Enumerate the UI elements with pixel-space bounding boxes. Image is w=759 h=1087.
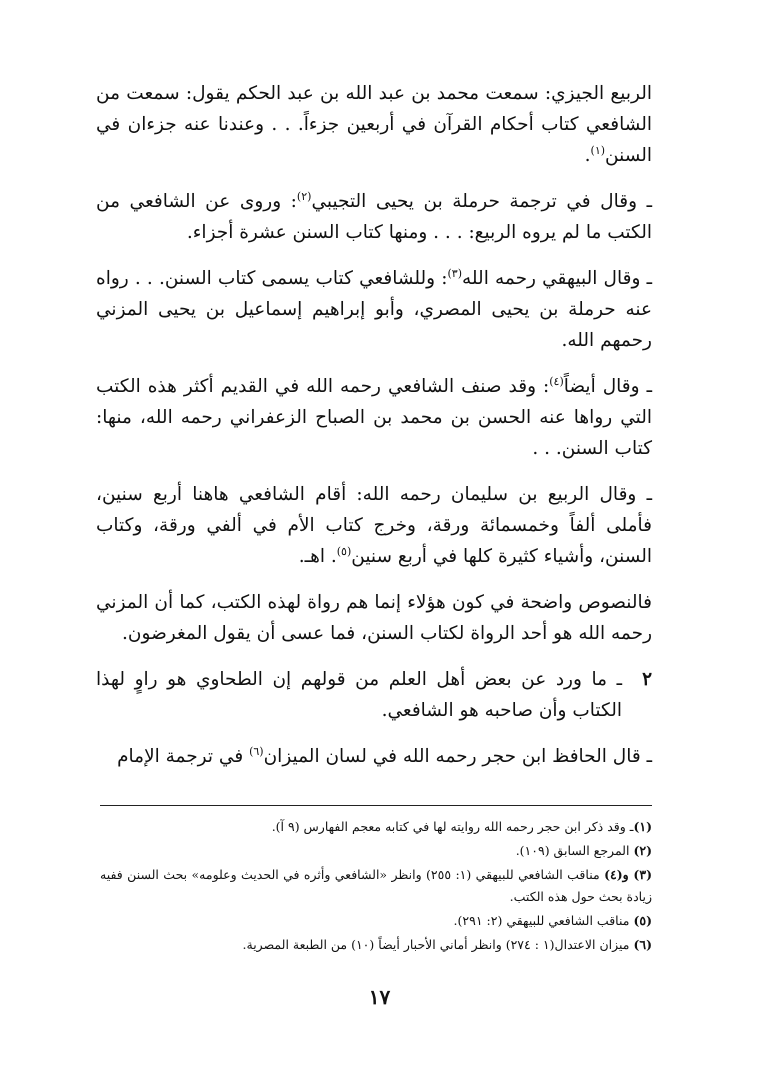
paragraph-5: [96, 479, 652, 572]
footnote-5: [100, 910, 652, 932]
footnote-mark: (٦): [633, 937, 652, 952]
paragraph-text: الربيع الجيزي: سمعت محمد بن عبد الله بن عبد الحكم يقول: سمعت من الشافعي كتاب أحكام القرآن في أربعين جزءاً. . . وعندنا عنه جزءان في السنن: [96, 83, 652, 166]
footnote-3-4: [100, 864, 652, 908]
footnote-ref[interactable]: (١): [590, 143, 606, 157]
paragraph-text-tail: .: [584, 145, 591, 166]
paragraph-text: ـ وقال في ترجمة حرملة بن يحيى التجيبي: [311, 191, 652, 212]
footnote-mark: (٣) و(٤): [604, 867, 652, 882]
paragraph-text-tail: : وروى عن الشافعي من الكتب ما لم يروه الربيع: . . . ومنها كتاب السنن عشرة أجزاء.: [96, 191, 652, 243]
footnote-divider: [100, 805, 652, 806]
item-number: ٢: [642, 669, 652, 690]
footnote-mark: (٢): [633, 843, 652, 858]
paragraph-text: ـ وقال البيهقي رحمه الله: [462, 268, 652, 289]
numbered-item: [96, 664, 652, 726]
footnote-ref[interactable]: (٤): [549, 374, 564, 388]
page-number: ١٧: [368, 985, 391, 1009]
item-text: ـ ما ورد عن بعض أهل العلم من قولهم إن الطحاوي هو راوٍ لهذا الكتاب وأن صاحبه هو الشافعي.: [96, 669, 622, 721]
paragraph-4: [96, 371, 652, 464]
footnote-ref[interactable]: (٢): [296, 189, 312, 203]
footnote-mark: (٥): [633, 913, 652, 928]
footnote-ref[interactable]: (٥): [336, 544, 352, 558]
footnote-text: ميزان الاعتدال(١ : ٢٧٤) وانظر أماني الأحبار أيضاً (١٠) من الطبعة المصرية.: [242, 937, 634, 952]
footnote-6: [100, 934, 652, 956]
footnotes: [100, 805, 652, 958]
footnote-2: [100, 840, 652, 862]
footnote-ref[interactable]: (٦): [249, 744, 264, 758]
footnote-text: ـ وقد ذكر ابن حجر رحمه الله روايته لها في كتابه معجم الفهارس (٩ آ).: [271, 819, 634, 834]
paragraph-text: فالنصوص واضحة في كون هؤلاء إنما هم رواة لهذه الكتب، كما أن المزني رحمه الله هو أحد الرواة لكتاب السنن، فما عسى أن يقول المغرضون.: [96, 592, 652, 644]
footnote-mark: (١): [633, 819, 652, 834]
footnote-text: المرجع السابق (١٠٩).: [515, 843, 634, 858]
paragraph-text-tail: في ترجمة الإمام: [117, 746, 250, 767]
paragraph-text: ـ وقال أيضاً: [563, 376, 652, 397]
footnote-1: [100, 816, 652, 838]
paragraph-1: [96, 78, 652, 171]
footnote-ref[interactable]: (٣): [447, 266, 463, 280]
main-text: [96, 78, 652, 787]
paragraph-2: [96, 186, 652, 248]
paragraph-text: ـ قال الحافظ ابن حجر رحمه الله في لسان الميزان: [263, 746, 652, 767]
footnote-text: مناقب الشافعي للبيهقي (١: ٢٥٥) وانظر «الشافعي وأثره في الحديث وعلومه» بحث السنن ففيه زيادة بحث حول هذه الكتب.: [100, 867, 652, 904]
paragraph-text-tail: : وللشافعي كتاب يسمى كتاب السنن. . . رواه عنه حرملة بن يحيى المصري، وأبو إبراهيم إسماعيل بن يحيى المزني رحمهم الله.: [96, 268, 652, 351]
paragraph-6: [96, 587, 652, 649]
footnote-text: مناقب الشافعي للبيهقي (٢: ٢٩١).: [453, 913, 634, 928]
paragraph-7: [96, 741, 652, 772]
paragraph-text-tail: . اهـ.: [298, 546, 337, 567]
paragraph-text: ـ وقال الربيع بن سليمان رحمه الله: أقام الشافعي هاهنا أربع سنين، فأملى ألفاً وخمسمائة ورقة، وخرج كتاب الأم في ألفي ورقة، وكتاب السنن، وأشياء كثيرة كلها في أربع سنين: [96, 484, 652, 567]
paragraph-text-tail: : وقد صنف الشافعي رحمه الله في القديم أكثر هذه الكتب التي رواها عنه الحسن بن محمد بن الصباح الزعفراني رحمه الله، منها: كتاب السنن. . .: [96, 376, 652, 459]
paragraph-3: [96, 263, 652, 356]
